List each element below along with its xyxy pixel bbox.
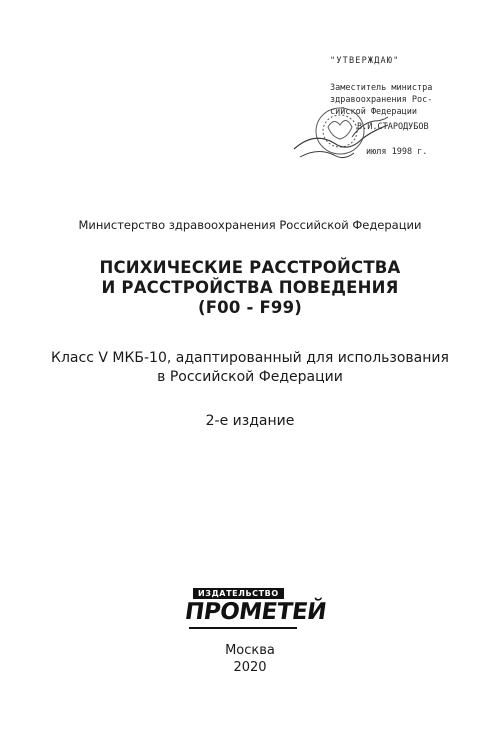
book-subtitle	[0, 349, 500, 387]
official-seal-icon	[290, 107, 400, 167]
approval-date: июля 1998 г.	[366, 147, 428, 157]
approval-stamp	[290, 52, 450, 172]
publisher-tag: ИЗДАТЕЛЬСТВО	[193, 588, 284, 599]
year-label: 2020	[233, 660, 267, 675]
approval-line: сийской Федерации	[330, 107, 417, 117]
subtitle-line: в Российской Федерации	[157, 369, 343, 385]
ministry-name: Министерство здравоохранения Российской Федерации	[78, 218, 422, 232]
approval-line: Заместитель министра	[330, 83, 433, 93]
publisher-logo	[183, 588, 328, 636]
approval-signatory: В.И.СТАРОДУБОВ	[357, 122, 429, 132]
book-title-code: (F00 - F99)	[197, 298, 303, 317]
book-title-line: ПСИХИЧЕСКИЕ РАССТРОЙСТВА	[99, 258, 401, 277]
approval-title: "УТВЕРЖДАЮ"	[330, 56, 400, 66]
imprint	[0, 642, 500, 676]
book-title-line: И РАССТРОЙСТВА ПОВЕДЕНИЯ	[101, 278, 399, 297]
approval-line: здравоохранения Рос-	[330, 95, 433, 105]
publisher-name: ПРОМЕТЕЙ	[183, 599, 328, 625]
edition-label: 2-е издание	[205, 413, 295, 429]
book-title	[0, 258, 500, 318]
subtitle-line: Класс V МКБ-10, адаптированный для использования	[51, 350, 449, 366]
logo-underline	[189, 627, 297, 629]
city-label: Москва	[225, 643, 275, 658]
